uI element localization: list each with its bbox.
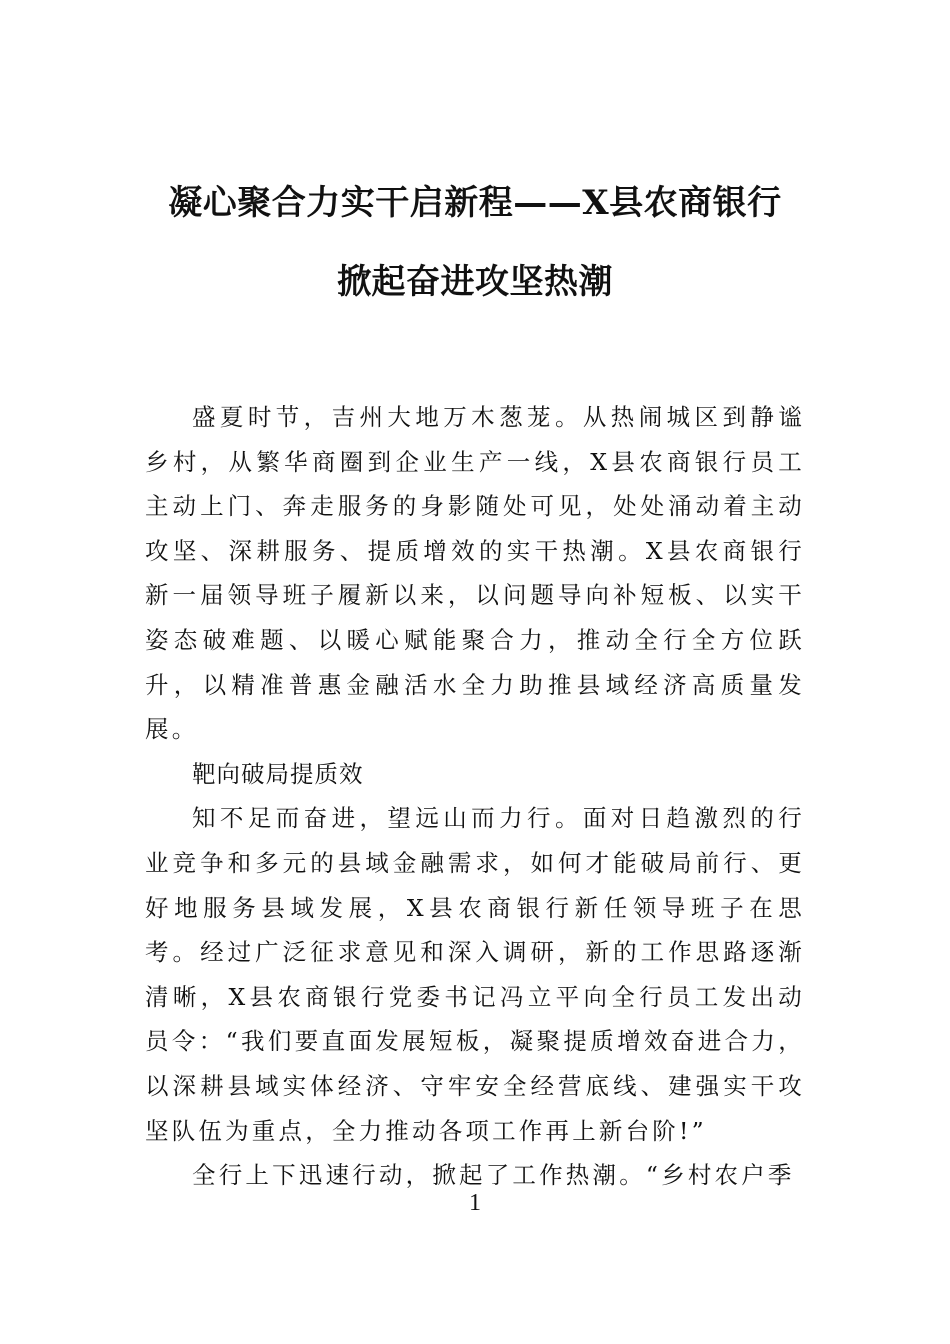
document-title [120, 164, 830, 322]
section-heading: 靶向破局提质效 [192, 759, 364, 788]
paragraph-intro: 盛夏时节，吉州大地万木葱茏。从热闹城区到静谧乡村，从繁华商圈到企业生产一线，X县农商银行员工主动上门、奔走服务的身影随处可见，处处涌动着主动攻坚、深耕服务、提质增效的实干热潮。X县农商银行新一届领导班子履新以来，以问题导向补短板、以实干姿态破难题、以暖心赋能聚合力，推动全行全方位跃升，以精准普惠金融活水全力助推县域经济高质量发展。 [145, 403, 805, 744]
title-line-1: 凝心聚合力实干启新程——X县农商银行 [168, 183, 782, 223]
title-line-2: 掀起奋进攻坚热潮 [337, 262, 613, 302]
paragraph-section-1: 知不足而奋进，望远山而力行。面对日趋激烈的行业竞争和多元的县域金融需求，如何才能破局前行、更好地服务县域发展，X县农商银行新任领导班子在思考。经过广泛征求意见和深入调研，新的工作思路逐渐清晰，X县农商银行党委书记冯立平向全行员工发出动员令：“我们要直面发展短板，凝聚提质增效奋进合力，以深耕县域实体经济、守牢安全经营底线、建强实干攻坚队伍为重点，全力推动各项工作再上新台阶!” [145, 804, 805, 1145]
document-body [145, 395, 805, 1198]
page-number: 1 [469, 1190, 481, 1216]
paragraph-continued: 全行上下迅速行动，掀起了工作热潮。“乡村农户季 [192, 1161, 795, 1190]
